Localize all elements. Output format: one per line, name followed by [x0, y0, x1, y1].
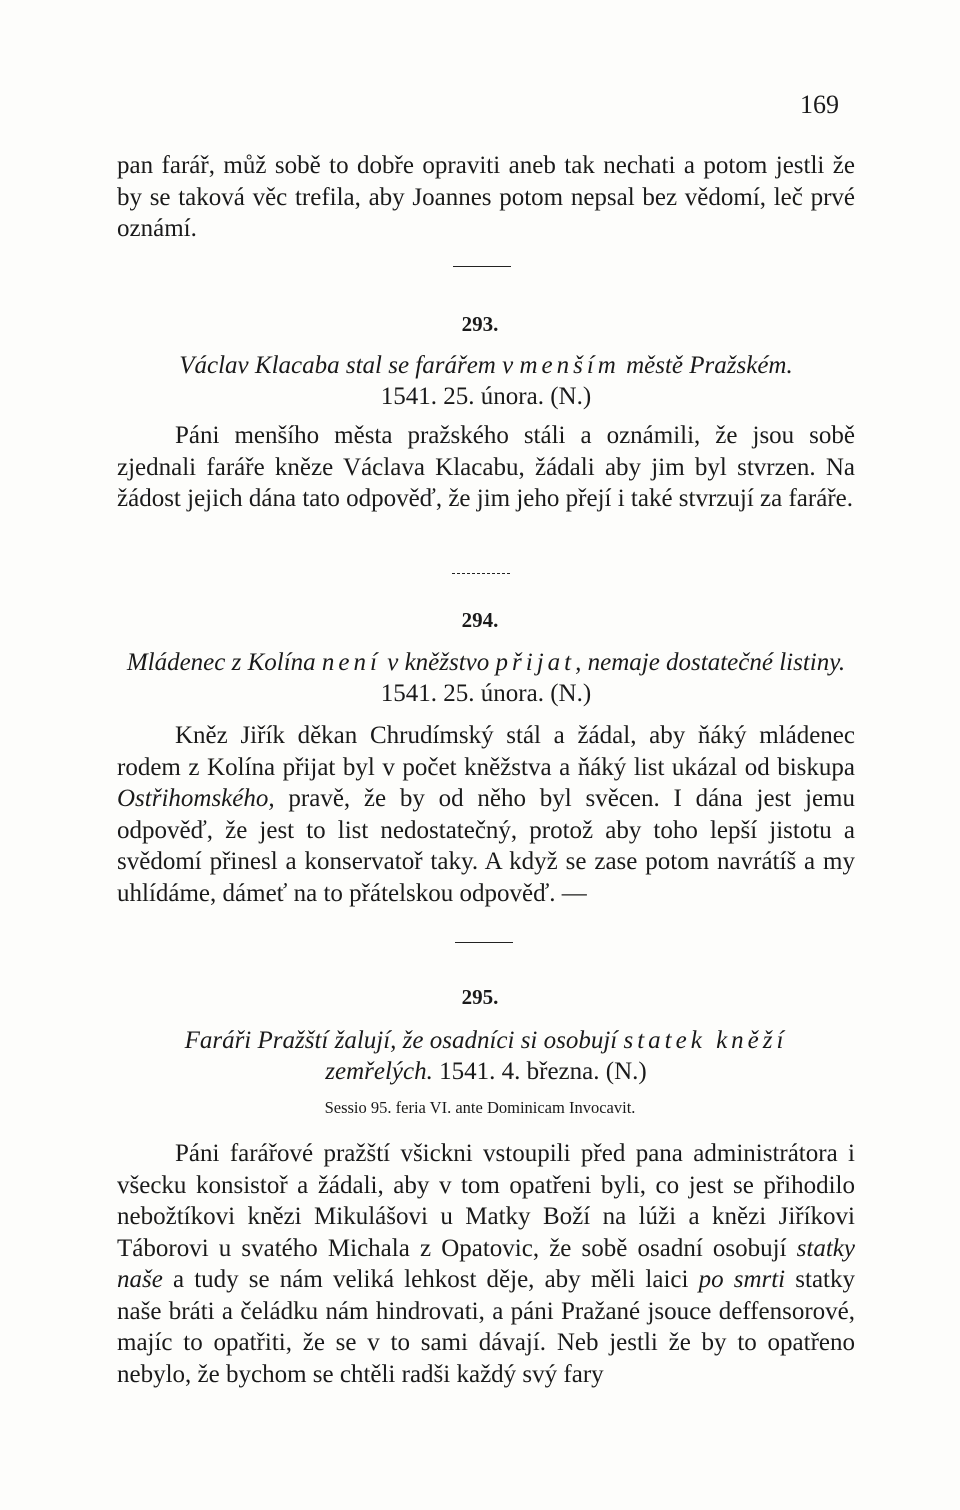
- entry-title-part: Václav Klacaba stal se farářem v: [179, 352, 520, 379]
- entry-title-part: zemřelých.: [325, 1058, 433, 1085]
- entry-title-spaced: statek kněží: [623, 1027, 788, 1054]
- entry-title-part: Faráři Pražští žalují, že osadníci si osobují: [184, 1027, 624, 1054]
- entry-title: [117, 350, 855, 412]
- entry-date: 1541. 4. března. (N.): [432, 1058, 647, 1085]
- entry-title-spaced: menším: [519, 352, 620, 379]
- entry-title-spaced: přijat: [495, 649, 576, 676]
- entry-title-part: , nemaje dostatečné listiny.: [575, 649, 846, 676]
- entry-date: 1541. 25. února. (N.): [380, 680, 592, 707]
- entry-title-part: v kněžstvo: [380, 649, 496, 676]
- entry-number: 293.: [461, 312, 499, 336]
- entry-body: [117, 1138, 855, 1390]
- entry-title-spaced: není: [321, 649, 381, 676]
- entry-body-text: statky naše bráti a čeládku nám hindrovati, a páni Pražané jsouce deffensorové, majíc to opatřiti, že se v to sami dávají. Neb jestli že by to opatřeno nebylo, že bychom se chtěli radši každý svý fary: [117, 1266, 856, 1388]
- entry-body: [117, 720, 855, 909]
- entry-body-italic: Ostřihomského,: [117, 785, 275, 812]
- entry-body-text: a tudy se nám veliká lehkost děje, aby měli laici: [162, 1266, 699, 1293]
- separator-rule: [453, 266, 511, 267]
- session-note: Sessio 95. feria VI. ante Dominicam Invocavit.: [324, 1098, 636, 1117]
- entry-title: [117, 647, 855, 709]
- entry-body-italic: statky naše: [117, 1234, 855, 1293]
- page-number: 169: [800, 90, 839, 119]
- entry-number: 294.: [461, 608, 499, 632]
- entry-title-part: Mládenec z Kolína: [126, 649, 322, 676]
- intro-paragraph: pan farář, můž sobě to dobře opraviti aneb tak nechati a potom jestli že by se taková věc trefila, aby Joannes potom nepsal bez vědomí, leč prvé oznámí.: [117, 152, 855, 242]
- entry-body-text: Kněz Jiřík děkan Chrudímský stál a žádal, aby ňáký mládenec rodem z Kolína přijat byl v počet kněžstva a ňáký list ukázal od biskupa: [117, 722, 855, 781]
- separator-rule: [452, 573, 510, 574]
- entry-number: 295.: [461, 985, 499, 1009]
- entry-title-part: městě Pražském.: [619, 352, 793, 379]
- entry-date: 1541. 25. února. (N.): [380, 383, 592, 410]
- entry-body-text: Páni farářové pražští všickni vstoupili před pana administrátora i všecku konsistoř a žádali, aby v tom opatřeni byli, co jest se přihodilo nebožtíkovi knězi Mikulášovi u Matky Boží na lúži a knězi Jiříkovi Táborovi u svatého Michala z Opatovic, že sobě osadní osobují: [117, 1140, 855, 1262]
- separator-rule: [455, 942, 513, 943]
- entry-body-text: pravě, že by od něho byl svěcen. I dána jest jemu odpověď, že jest to list nedostatečný, protož aby toho lepší jistotu a svědomí přinesl a konservatoř taky. A když se zase potom navrátíš a my uhlídáme, dámeť na to přátelskou odpověď. —: [117, 785, 855, 907]
- entry-body-italic: po smrti: [698, 1266, 786, 1293]
- entry-title: [117, 1025, 855, 1087]
- entry-body: Páni menšího města pražského stáli a oznámili, že jsou sobě zjednali faráře kněze Václava Klacabu, žádali aby jim byl stvrzen. Na žádost jejich dána tato odpověď, že jim jeho přejí i také stvrzují za faráře.: [117, 422, 855, 512]
